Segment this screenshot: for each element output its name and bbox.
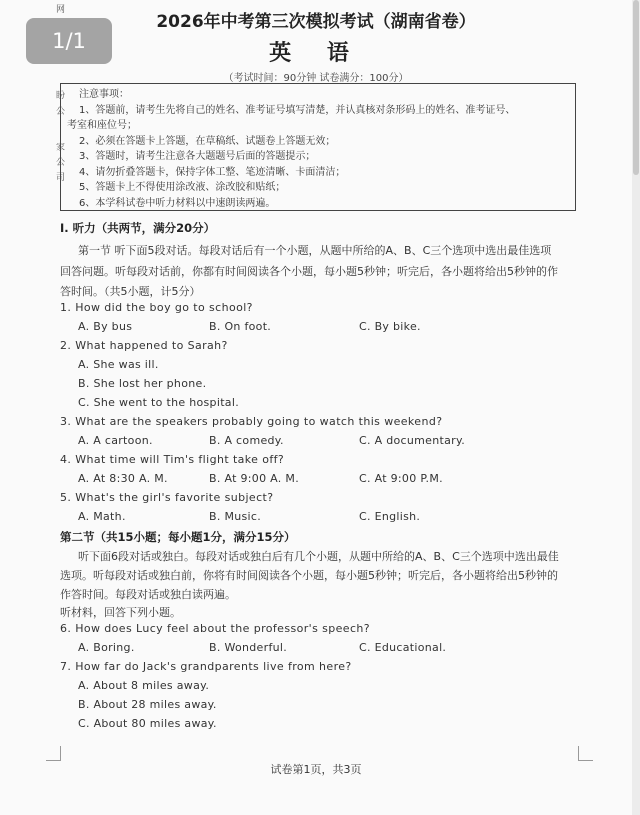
option-c: C. Educational.	[359, 641, 447, 654]
option-c: C. By bike.	[359, 320, 421, 333]
margin-char: 司	[56, 173, 66, 183]
option-c: C. A documentary.	[359, 434, 465, 447]
crop-mark	[578, 746, 593, 761]
option-c: C. She went to the hospital.	[78, 396, 240, 409]
exam-meta: （考试时间：90分钟 试卷满分：100分）	[223, 73, 409, 84]
part2-instruction-line: 作答时间。每段对话或独白读两遍。	[60, 588, 236, 601]
question: 3. What are the speakers probably going to watch this weekend?	[60, 415, 443, 428]
part1-instruction-line: 回答问题。听每段对话前，你都有时间阅读各个小题，每小题5秒钟；听完后，各小题将给出5秒钟的作	[60, 265, 558, 278]
option-b: B. About 28 miles away.	[78, 698, 217, 711]
option-a: A. By bus	[78, 320, 133, 333]
part1-instruction-line: 第一节 听下面5段对话。每段对话后有一个小题，从题中所给的A、B、C三个选项中选出最佳选项	[78, 244, 552, 257]
exam-title: 2026年中考第三次模拟考试（湖南省卷）	[156, 12, 476, 32]
notice-item: 2、必须在答题卡上答题，在草稿纸、试题卷上答题无效；	[79, 135, 336, 147]
notice-item: 6、本学科试卷中听力材料以中速朗读两遍。	[79, 197, 276, 209]
option-b: B. Music.	[209, 510, 262, 523]
option-c: C. About 80 miles away.	[78, 717, 217, 730]
option-a: A. About 8 miles away.	[78, 679, 210, 692]
question: 7. How far do Jack's grandparents live from here?	[60, 660, 352, 673]
scrollbar-thumb[interactable]	[633, 0, 639, 175]
exam-subject: 英 语	[269, 41, 363, 66]
vertical-scrollbar[interactable]	[632, 0, 640, 815]
option-c: C. At 9:00 P.M.	[359, 472, 443, 485]
question: 5. What's the girl's favorite subject?	[60, 491, 274, 504]
question: 4. What time will Tim's flight take off?	[60, 453, 285, 466]
option-a: A. She was ill.	[78, 358, 159, 371]
crop-mark	[46, 746, 61, 761]
notice-heading: 注意事项：	[79, 89, 129, 100]
notice-item: 3、答题时，请考生注意各大题题号后面的答题提示；	[79, 151, 316, 162]
part2-instruction-line: 听下面6段对话或独白。每段对话或独白后有几个小题，从题中所给的A、B、C三个选项中选出最佳	[78, 550, 559, 563]
option-a: A. At 8:30 A. M.	[78, 472, 168, 485]
page-footer: 试卷第1页，共3页	[270, 763, 362, 776]
notice-item: 考室和座位号；	[67, 120, 137, 131]
part2-heading: 第二节（共15小题；每小题1分，满分15分）	[60, 530, 296, 544]
part2-instruction-line: 听材料，回答下列小题。	[60, 606, 181, 619]
option-b: B. She lost her phone.	[78, 377, 207, 390]
margin-char: 公	[56, 158, 66, 168]
margin-char: 公	[56, 107, 66, 117]
notice-item: 1、答题前，请考生先将自己的姓名、准考证号填写清楚，并认真核对条形码上的姓名、准考证号、	[79, 104, 516, 116]
question: 1. How did the boy go to school?	[60, 301, 253, 314]
question: 2. What happened to Sarah?	[60, 339, 228, 352]
margin-char: 网	[56, 5, 66, 15]
option-b: B. On foot.	[209, 320, 272, 333]
option-b: B. Wonderful.	[209, 641, 288, 654]
option-a: A. Boring.	[78, 641, 135, 654]
margin-char: 盼	[56, 91, 66, 101]
option-b: B. At 9:00 A. M.	[209, 472, 299, 485]
option-b: B. A comedy.	[209, 434, 284, 447]
notice-item: 5、答题卡上不得使用涂改液、涂改胶和贴纸；	[79, 182, 286, 193]
page-indicator-badge[interactable]: 1/1	[26, 18, 112, 64]
margin-char: 家	[56, 143, 66, 153]
option-a: A. Math.	[78, 510, 126, 523]
option-c: C. English.	[359, 510, 421, 523]
section-heading-listening: I. 听力（共两节，满分20分）	[60, 221, 216, 235]
question: 6. How does Lucy feel about the professor's speech?	[60, 622, 371, 635]
part1-instruction-line: 答时间。（共5小题，计5分）	[60, 285, 201, 298]
option-a: A. A cartoon.	[78, 434, 153, 447]
part2-instruction-line: 选项。听每段对话或独白前，你将有时间阅读各个小题，每小题5秒钟；听完后，各小题将给出5秒钟的	[60, 569, 558, 582]
notice-box	[60, 83, 576, 211]
notice-item: 4、请勿折叠答题卡，保持字体工整、笔迹清晰、卡面清洁；	[79, 166, 346, 178]
